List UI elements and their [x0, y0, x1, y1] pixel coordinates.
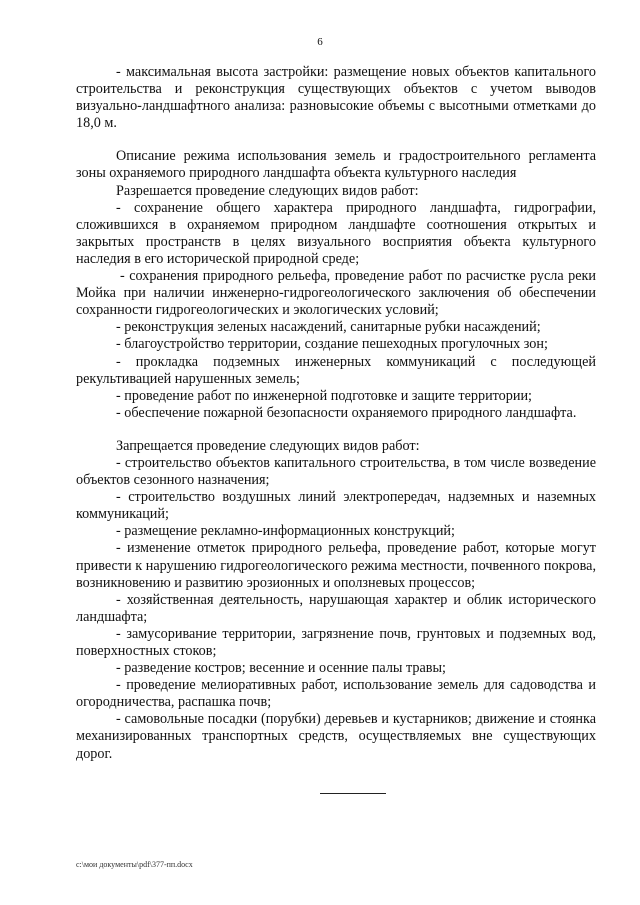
allowed-item: - проведение работ по инженерной подготовке и защите территории; — [116, 387, 532, 404]
forbidden-item: - хозяйственная деятельность, нарушающая характер и облик исторического ландшафта; — [76, 591, 596, 625]
spacer — [76, 422, 596, 438]
page-number: 6 — [317, 36, 323, 48]
forbidden-item: - строительство объектов капитального строительства, в том числе возведение объектов сезонного назначения; — [76, 454, 596, 489]
allowed-item: - благоустройство территории, создание пешеходных прогулочных зон; — [116, 336, 548, 353]
forbidden-item: - проведение мелиоративных работ, использование земель для садоводства и огородничества, распашка почв; — [76, 677, 596, 711]
allowed-item: - прокладка подземных инженерных коммуникаций с последующей рекультивацией нарушенных земель; — [76, 353, 596, 387]
document-body — [76, 64, 596, 763]
allowed-item: - обеспечение пожарной безопасности охраняемого природного ландшафта. — [116, 404, 577, 421]
forbidden-item: - разведение костров; весенние и осенние палы травы; — [116, 660, 446, 677]
forbidden-item: - самовольные посадки (порубки) деревьев и кустарников; движение и стоянка механизированных транспортных средств, осуществляемых вне существующих дорог. — [76, 711, 596, 762]
forbidden-item: - размещение рекламно-информационных конструкций; — [116, 523, 455, 540]
allowed-item: - реконструкция зеленых насаждений, санитарные рубки насаждений; — [116, 319, 541, 336]
forbidden-heading: Запрещается проведение следующих видов работ: — [116, 437, 420, 454]
paragraph-max-height: - максимальная высота застройки: размещение новых объектов капитального строительства и реконструкция существующих объектов с учетом выводов визуально-ландшафтного анализа: разновысокие объемы с высотными отметками до 18,0 м. — [76, 64, 596, 132]
allowed-heading: Разрешается проведение следующих видов работ: — [116, 182, 419, 199]
zone-description: Описание режима использования земель и градостроительного регламента зоны охраняемого природного ландшафта объекта культурного наследия — [76, 148, 596, 182]
forbidden-item: - строительство воздушных линий электропередач, надземных и наземных коммуникаций; — [76, 489, 596, 523]
forbidden-item: - замусоривание территории, загрязнение почв, грунтовых и подземных вод, поверхностных стоков; — [76, 625, 596, 659]
allowed-item: - сохранение общего характера природного ландшафта, гидрографии, сложившихся в охраняемом природном ландшафте соотношения открытых и закрытых пространств в целях визуального восприятия объекта культурного наследия в его исторической природной среде; — [76, 199, 596, 267]
spacer — [76, 132, 596, 148]
footer-file-path: c:\мои документы\pdf\377-пп.docx — [76, 860, 193, 869]
forbidden-item: - изменение отметок природного рельефа, проведение работ, которые могут привести к нарушению гидрогеологического режима местности, почвенного покрова, возникновению и развитию эрозионных и оползневых процессов; — [76, 540, 596, 591]
end-divider-line — [320, 793, 386, 794]
allowed-item: - сохранения природного рельефа, проведение работ по расчистке русла реки Мойка при наличии инженерно-гидрогеологического заключения об обеспечении сохранности гидрогеологических и экологических условий; — [76, 268, 596, 319]
